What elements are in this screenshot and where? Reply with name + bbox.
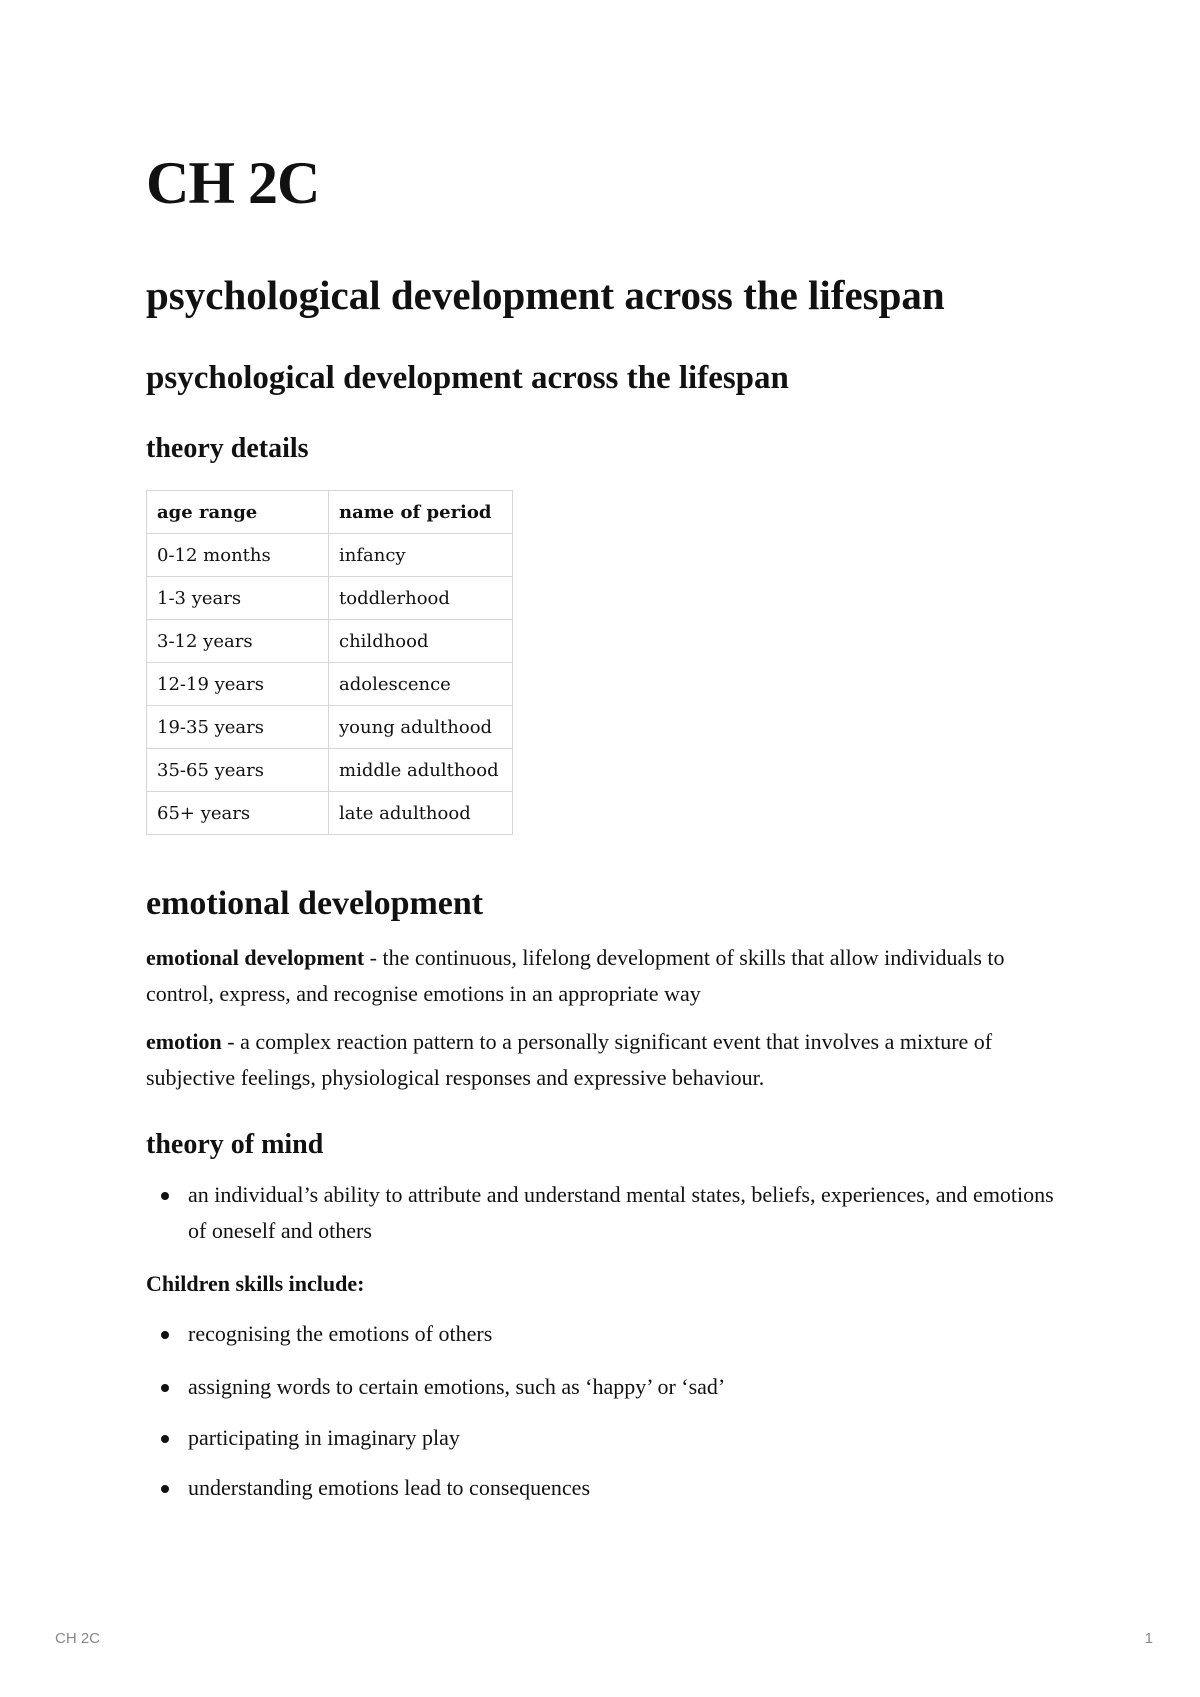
period-name-cell: middle adulthood (329, 749, 513, 792)
table-row (147, 792, 513, 835)
bullet-icon (161, 1384, 169, 1392)
period-name-cell: toddlerhood (329, 577, 513, 620)
definition-text: - the continuous, lifelong development of skills that allow individuals to control, express, and recognise emotions in an appropriate way (146, 945, 1005, 1006)
lifespan-periods-table (146, 490, 513, 835)
main-heading: psychological development across the lifespan (146, 272, 945, 318)
list-item-text: recognising the emotions of others (188, 1321, 493, 1346)
list-item-text: assigning words to certain emotions, such as ‘happy’ or ‘sad’ (188, 1374, 726, 1399)
column-header-name-of-period: name of period (329, 491, 513, 534)
footer-document-name: CH 2C (55, 1630, 101, 1647)
list-item-text: participating in imaginary play (188, 1425, 460, 1450)
age-range-cell: 19-35 years (147, 706, 329, 749)
footer-page-number: 1 (1144, 1630, 1153, 1647)
period-name-cell: infancy (329, 534, 513, 577)
table-row (147, 534, 513, 577)
period-name-cell: late adulthood (329, 792, 513, 835)
bullet-icon (161, 1331, 169, 1339)
definition-term: emotional development (146, 945, 365, 970)
period-name-cell: childhood (329, 620, 513, 663)
list-item-text: understanding emotions lead to consequences (188, 1475, 591, 1500)
list-item (146, 1470, 1076, 1506)
age-range-cell: 0-12 months (147, 534, 329, 577)
list-item (146, 1177, 1076, 1249)
age-range-cell: 35-65 years (147, 749, 329, 792)
table-row (147, 663, 513, 706)
theory-of-mind-heading: theory of mind (146, 1129, 324, 1160)
children-skills-list (146, 1316, 1076, 1506)
age-range-cell: 1-3 years (147, 577, 329, 620)
theory-of-mind-list (146, 1177, 1076, 1249)
list-item (146, 1420, 1076, 1456)
emotion-definition (146, 1024, 1076, 1096)
theory-details-heading: theory details (146, 433, 309, 464)
bullet-icon (161, 1435, 169, 1443)
sub-heading: psychological development across the lifespan (146, 360, 789, 396)
table-row (147, 620, 513, 663)
emotional-development-definition (146, 940, 1076, 1012)
age-range-cell: 3-12 years (147, 620, 329, 663)
list-item-text: an individual’s ability to attribute and understand mental states, beliefs, experiences, and emotions of oneself and others (188, 1182, 1054, 1243)
table-row (147, 577, 513, 620)
bullet-icon (161, 1192, 169, 1200)
age-range-cell: 12-19 years (147, 663, 329, 706)
age-range-cell: 65+ years (147, 792, 329, 835)
page-title: CH 2C (146, 150, 320, 216)
list-item (146, 1316, 1076, 1352)
period-name-cell: adolescence (329, 663, 513, 706)
bullet-icon (161, 1485, 169, 1493)
table-header-row (147, 491, 513, 534)
column-header-age-range: age range (147, 491, 329, 534)
children-skills-label: Children skills include: (146, 1271, 365, 1296)
list-item (146, 1369, 1076, 1405)
definition-term: emotion (146, 1029, 222, 1054)
definition-text: - a complex reaction pattern to a personally significant event that involves a mixture of subjective feelings, physiological responses and expressive behaviour. (146, 1029, 993, 1090)
emotional-development-heading: emotional development (146, 885, 484, 922)
table-row (147, 706, 513, 749)
period-name-cell: young adulthood (329, 706, 513, 749)
table-row (147, 749, 513, 792)
